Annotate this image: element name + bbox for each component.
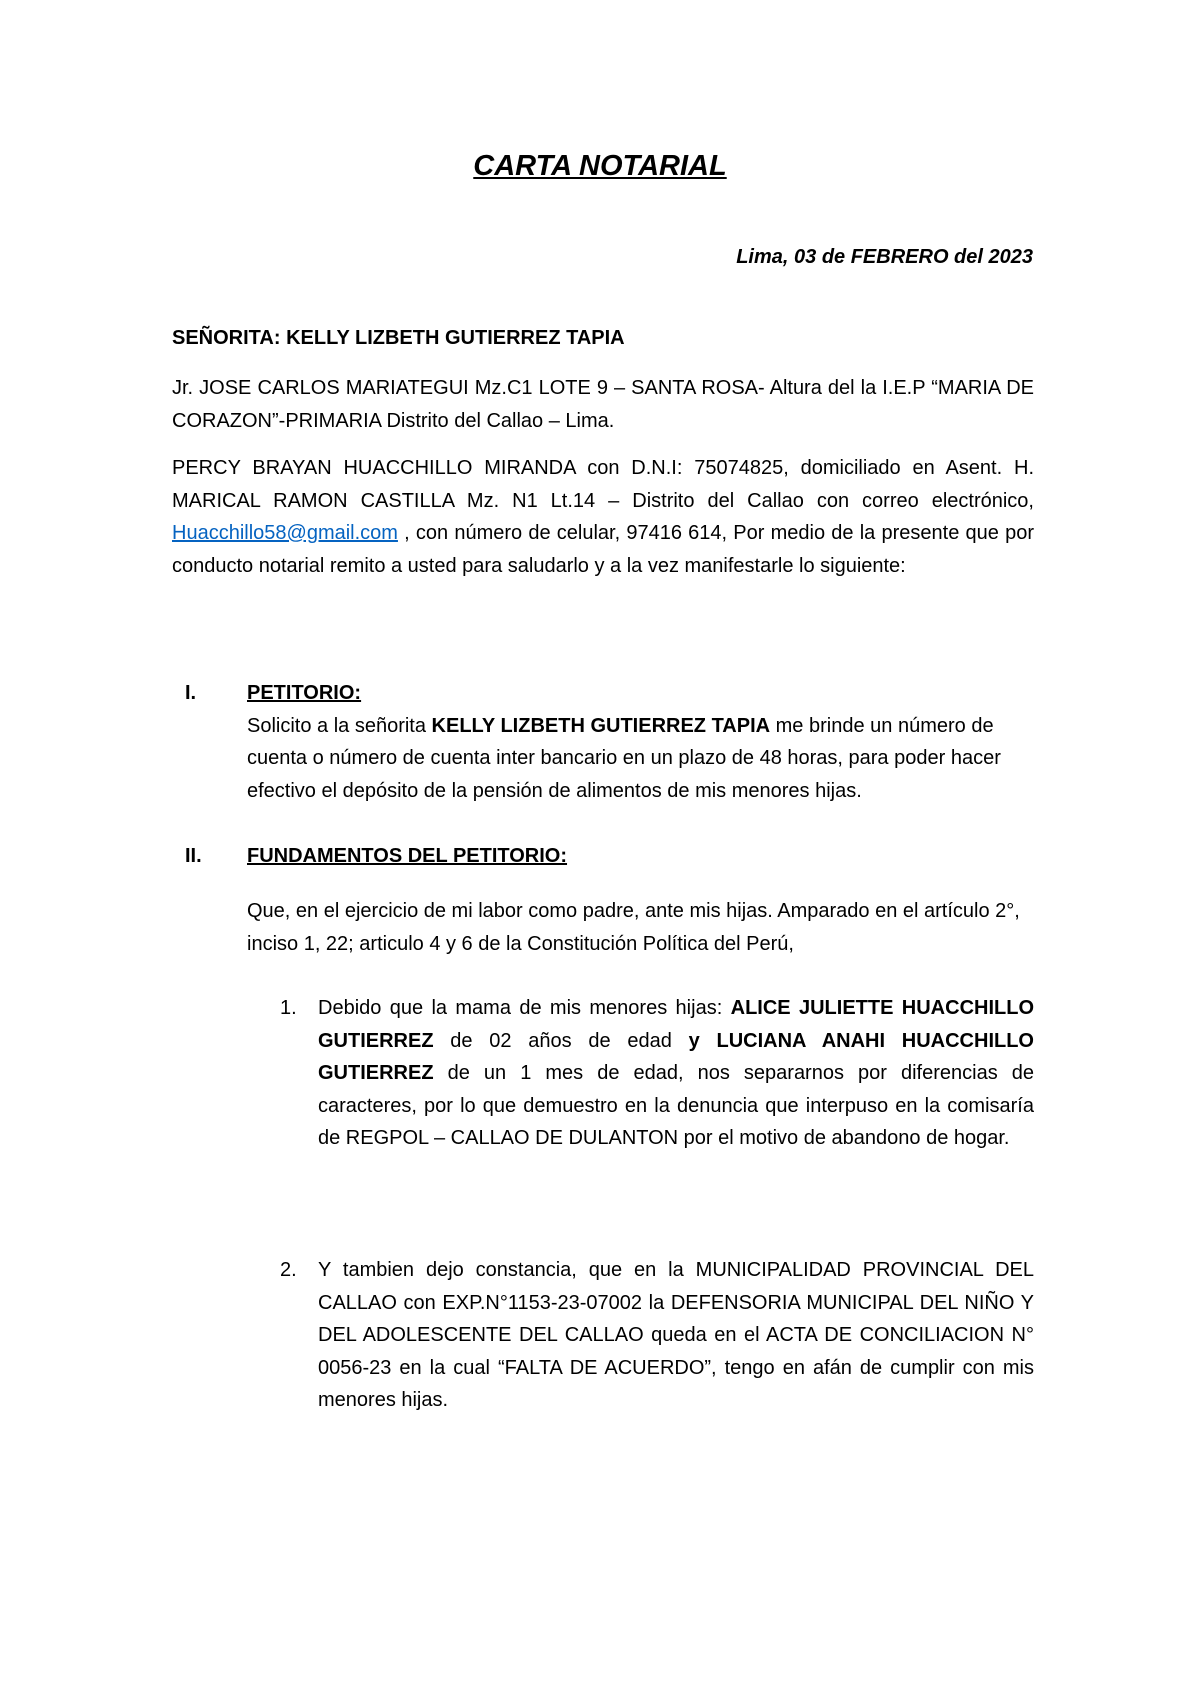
section-text: Solicito a la señorita (247, 714, 432, 737)
section-text-end: me brinde un número de cuenta o número de cuenta inter bancario en un plazo de 48 horas, para poder hacer efectivo el depósito de la pensión de alimentos de mis menores hijas. (247, 714, 1001, 802)
list-item-text-part: de 02 años de edad (433, 1029, 689, 1052)
list-item-text-part: Debido que la mama de mis menores hijas: (318, 997, 731, 1019)
list-item-number: 1. (280, 997, 297, 1019)
section-number: II. (185, 845, 202, 867)
section-number: I. (185, 682, 197, 704)
child-name-2: y LUCIANA ANAHI HUACCHILLO GUTIERREZ (318, 1029, 1034, 1084)
intro-text-start: PERCY BRAYAN HUACCHILLO MIRANDA con D.N.I: 75074825, domiciliado en Asent. H. MARICAL RAMON CASTILLA Mz. N1 Lt.14 – Distrito del Callao con correo electrónico, (172, 457, 1034, 512)
section-heading: FUNDAMENTOS DEL PETITORIO: (247, 845, 568, 867)
email-link[interactable]: Huacchillo58@gmail.com (172, 522, 398, 544)
document-date: Lima, 03 de FEBRERO del 2023 (736, 246, 1033, 268)
section-heading: PETITORIO: (247, 682, 362, 704)
intro-paragraph (172, 452, 1034, 582)
intro-text-end: , con número de celular, 97416 614, Por medio de la presente que por conducto notarial remito a usted para saludarlo y a la vez manifestarle lo siguiente: (172, 522, 1034, 577)
list-item-number: 2. (280, 1259, 297, 1281)
section-body (247, 710, 1034, 808)
section-body: Que, en el ejercicio de mi labor como padre, ante mis hijas. Amparado en el artículo 2°, inciso 1, 22; articulo 4 y 6 de la Constitución Política del Perú, (247, 900, 1020, 955)
document-title: CARTA NOTARIAL (473, 150, 727, 182)
recipient-address: Jr. JOSE CARLOS MARIATEGUI Mz.C1 LOTE 9 – SANTA ROSA- Altura del la I.E.P “MARIA DE CORAZON”-PRIMARIA Distrito del Callao – Lima. (172, 377, 1034, 432)
child-name-1: ALICE JULIETTE HUACCHILLO GUTIERREZ (318, 997, 1035, 1052)
list-item-text: Y tambien dejo constancia, que en la MUNICIPALIDAD PROVINCIAL DEL CALLAO con EXP.N°1153-23-07002 la DEFENSORIA MUNICIPAL DEL NIÑO Y DEL ADOLESCENTE DEL CALLAO queda en el ACTA DE CONCILIACION N° 0056-23 en la cual “FALTA DE ACUERDO”, tengo en afán de cumplir con mis menores hijas. (318, 1259, 1034, 1411)
list-item-text-part: de un 1 mes de edad, nos separarnos por diferencias de caracteres, por lo que demuestro en la denuncia que interpuso en la comisaría de REGPOL – CALLAO DE DULANTON por el motivo de abandono de hogar. (318, 1062, 1034, 1149)
section-bold-name: KELLY LIZBETH GUTIERREZ TAPIA (431, 714, 771, 737)
list-item-text (318, 992, 1034, 1155)
recipient-line: SEÑORITA: KELLY LIZBETH GUTIERREZ TAPIA (172, 327, 625, 349)
